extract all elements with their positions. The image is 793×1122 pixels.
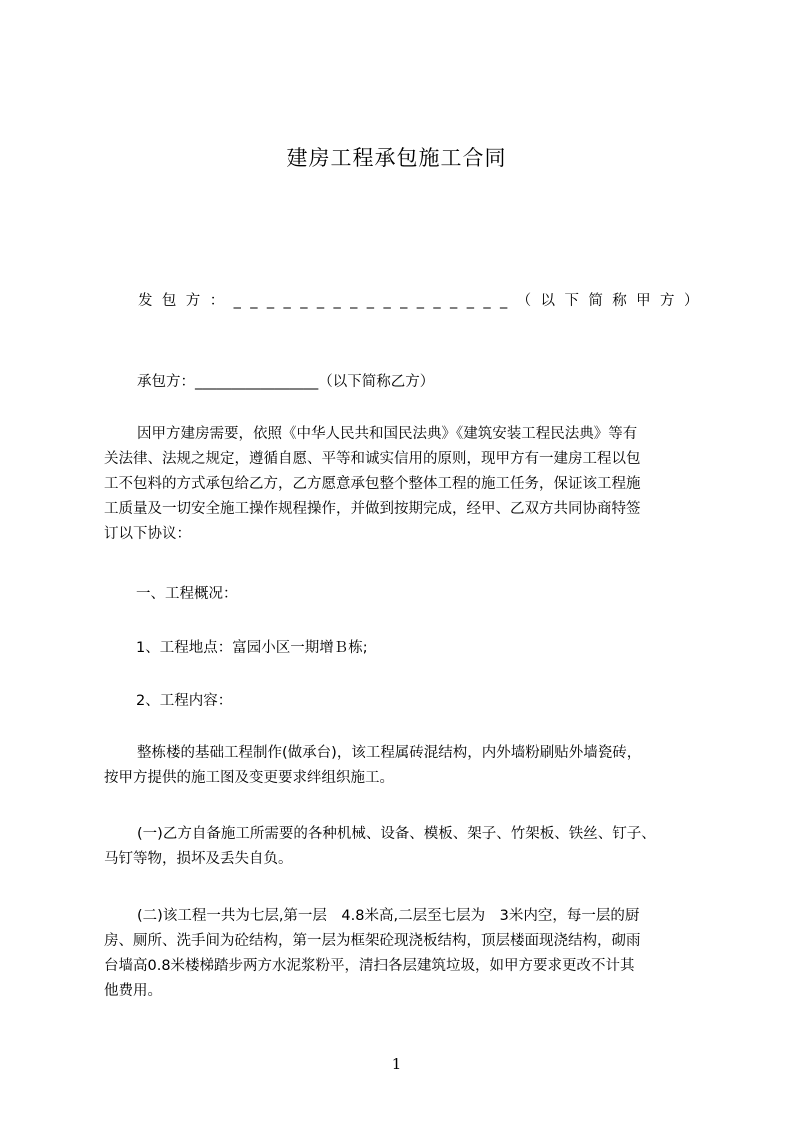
preamble-line: 工质量及一切安全施工操作规程操作，并做到按期完成，经甲、乙双方共同协商特签 bbox=[104, 501, 641, 517]
clause-one-paragraph bbox=[104, 822, 704, 872]
item-content: 2、工程内容： bbox=[136, 693, 233, 709]
clause-line: 台墙高0.8米楼梯踏步两方水泥浆粉平，清扫各层建筑垃圾，如甲方要求更改不计其 bbox=[104, 958, 635, 974]
clause-line: (一)乙方自备施工所需要的各种机械、设备、模板、架子、竹架板、铁丝、钉子、 bbox=[137, 826, 656, 842]
clause-line: 他费用。 bbox=[104, 983, 162, 999]
clause-line: 马钉等物，损坏及丢失自负。 bbox=[104, 851, 293, 867]
preamble-line: 工不包料的方式承包给乙方，乙方愿意承包整个整体工程的施工任务，保证该工程施 bbox=[104, 476, 641, 492]
clause-two-paragraph bbox=[104, 904, 704, 1004]
preamble-paragraph bbox=[104, 422, 704, 547]
page-number: 1 bbox=[391, 1055, 402, 1073]
item-location: 1、工程地点：富园小区一期增Ｂ栋; bbox=[136, 640, 368, 656]
clause-line: (二)该工程一共为七层,第一层 4.8米高,二层至七层为 3米内空，每一层的厨 bbox=[137, 908, 640, 924]
preamble-line: 因甲方建房需要，依照《中华人民共和国民法典》《建筑安装工程民法典》等有 bbox=[137, 426, 638, 442]
party-a-line: 发包方：_________________（以下简称甲方） bbox=[138, 293, 708, 309]
clause-line: 房、厕所、洗手间为砼结构，第一层为框架砼现浇板结构，顶层楼面现浇结构，砌雨 bbox=[104, 933, 641, 949]
content-line: 整栋楼的基础工程制作(做承台)，该工程属砖混结构，内外墙粉刷贴外墙瓷砖， bbox=[137, 745, 642, 761]
section-heading: 一、工程概况： bbox=[136, 586, 238, 602]
content-line: 按甲方提供的施工图及变更要求绊组织施工。 bbox=[104, 770, 394, 786]
document-title: 建房工程承包施工合同 bbox=[286, 146, 507, 170]
content-paragraph bbox=[104, 741, 704, 791]
preamble-line: 订以下协议： bbox=[104, 526, 191, 542]
preamble-line: 关法律、法规之规定，遵循自愿、平等和诚实信用的原则，现甲方有一建房工程以包 bbox=[104, 451, 641, 467]
party-b-line: 承包方：_________________（以下简称乙方） bbox=[137, 374, 435, 390]
